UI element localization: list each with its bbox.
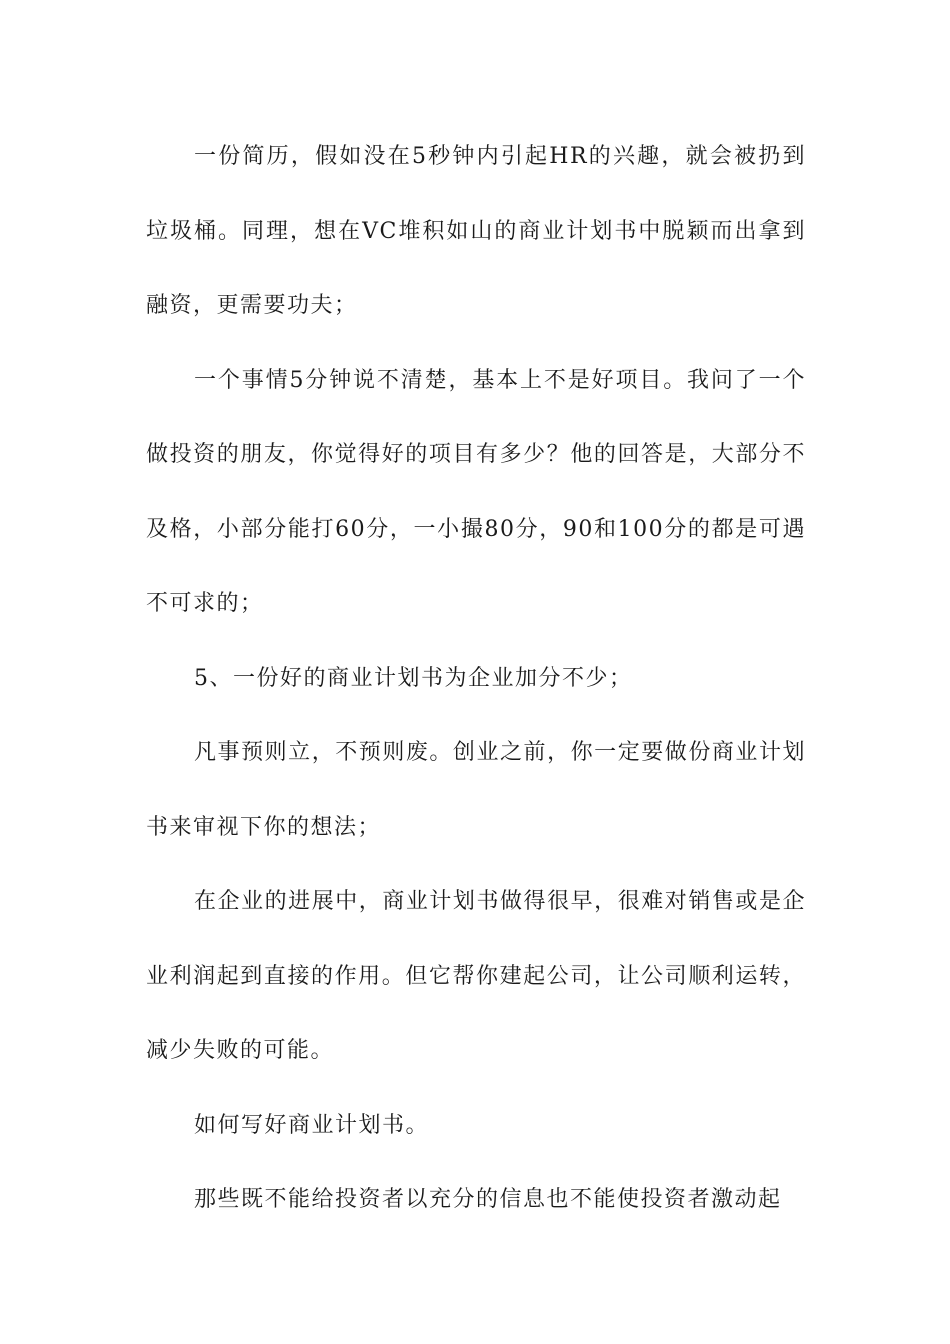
paragraph-how-to-write: 如何写好商业计划书。 <box>194 1112 430 1138</box>
paragraph-resume-analogy: 一份简历，假如没在5秒钟内引起HR的兴趣，就会被扔到垃圾桶。同理，想在VC堆积如山的商业计划书中脱颖而出拿到融资，更需要功夫； <box>146 144 806 318</box>
paragraph-plan-role: 在企业的进展中，商业计划书做得很早，很难对销售或是企业利润起到直接的作用。但它帮你建起公司，让公司顺利运转，减少失败的可能。 <box>146 889 806 1063</box>
paragraph-investor-info: 那些既不能给投资者以充分的信息也不能使投资者激动起 <box>194 1187 782 1212</box>
paragraph-five-minute-rule: 一个事情5分钟说不清楚，基本上不是好项目。我问了一个做投资的朋友，你觉得好的项目有多少？他的回答是，大部分不及格，小部分能打60分，一小撮80分，90和100分的都是可遇不可求的； <box>146 367 806 616</box>
paragraph-plan-ahead: 凡事预则立，不预则废。创业之前，你一定要做份商业计划书来审视下你的想法； <box>146 740 806 840</box>
paragraph-section-heading-5: 5、一份好的商业计划书为企业加分不少； <box>194 665 633 691</box>
document-body <box>146 120 806 1238</box>
